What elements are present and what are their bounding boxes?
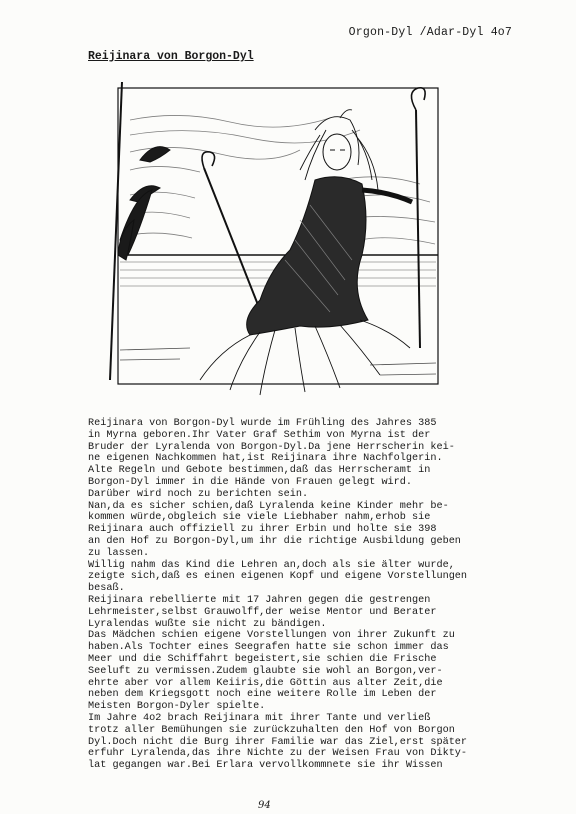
text-line: Meisten Borgon-Dyler spielte. [88, 701, 266, 713]
text-line: lat gegangen war.Bei Erlara vervollkommnete sie ihr Wissen [88, 760, 443, 772]
text-line: Willig nahm das Kind die Lehren an,doch als sie älter wurde, [88, 559, 455, 571]
text-line: Dyl.Doch nicht die Burg ihrer Familie war das Ziel,erst später [88, 736, 468, 748]
text-line: Borgon-Dyl immer in die Hände von Frauen gelegt wird. [88, 476, 413, 488]
text-line: Bruder der Lyralenda von Borgon-Dyl.Da jene Herrscherin kei- [88, 441, 455, 453]
text-line: Darüber wird noch zu berichten sein. [88, 488, 309, 500]
text-line: neben dem Kriegsgott noch eine weitere Rolle im Leben der [88, 689, 437, 701]
text-line: haben.Als Tochter eines Seegrafen hatte sie schon immer das [88, 642, 449, 654]
illustration-woman-with-staff [100, 80, 460, 410]
text-line: zu lassen. [88, 547, 150, 559]
body-text [88, 418, 548, 772]
running-header: Orgon-Dyl /Adar-Dyl 4o7 [348, 26, 512, 39]
text-line: Lyralendas wußte sie nicht zu bändigen. [88, 618, 327, 630]
text-line: Im Jahre 4o2 brach Reijinara mit ihrer Tante und verließ [88, 712, 431, 724]
text-line: kommen würde,obgleich sie viele Liebhaber nahm,erhob sie [88, 512, 431, 524]
text-line: Das Mädchen schien eigene Vorstellungen von ihrer Zukunft zu [88, 630, 455, 642]
page-title: Reijinara von Borgon-Dyl [88, 50, 254, 63]
text-line: Nan,da es sicher schien,daß Lyralenda keine Kinder mehr be- [88, 500, 449, 512]
text-line: Reijinara von Borgon-Dyl wurde im Frühling des Jahres 385 [88, 418, 437, 429]
text-line: Alte Regeln und Gebote bestimmen,daß das Herrscheramt in [88, 465, 431, 477]
text-line: besaß. [88, 583, 125, 595]
text-line: erfuhr Lyralenda,das ihre Nichte zu der Weisen Frau von Dikty- [88, 748, 468, 760]
text-line: ehrte aber vor allem Keiiris,die Göttin aus alter Zeit,die [88, 677, 443, 689]
text-line: zeigte sich,daß es einen eigenen Kopf und eigene Vorstellungen [88, 571, 468, 583]
text-line: in Myrna geboren.Ihr Vater Graf Sethim von Myrna ist der [88, 429, 431, 441]
text-line: Lehrmeister,selbst Grauwolff,der weise Mentor und Berater [88, 606, 437, 618]
text-line: Reijinara auch offiziell zu ihrer Erbin und holte sie 398 [88, 524, 437, 536]
text-line: Reijinara rebellierte mit 17 Jahren gegen die gestrengen [88, 594, 431, 606]
text-line: trotz aller Bemühungen sie zurückzuhalten den Hof von Borgon [88, 724, 455, 736]
text-line: an den Hof zu Borgon-Dyl,um ihr die richtige Ausbildung geben [88, 535, 461, 547]
text-line: Meer und die Schiffahrt begeistert,sie schien die Frische [88, 653, 437, 665]
text-line: ne eigenen Nachkommen hat,ist Reijinara ihre Nachfolgerin. [88, 453, 443, 465]
text-line: Seeluft zu vermissen.Zudem glaubte sie wohl an Borgon,ver- [88, 665, 443, 677]
page-number: 94 [258, 800, 271, 811]
